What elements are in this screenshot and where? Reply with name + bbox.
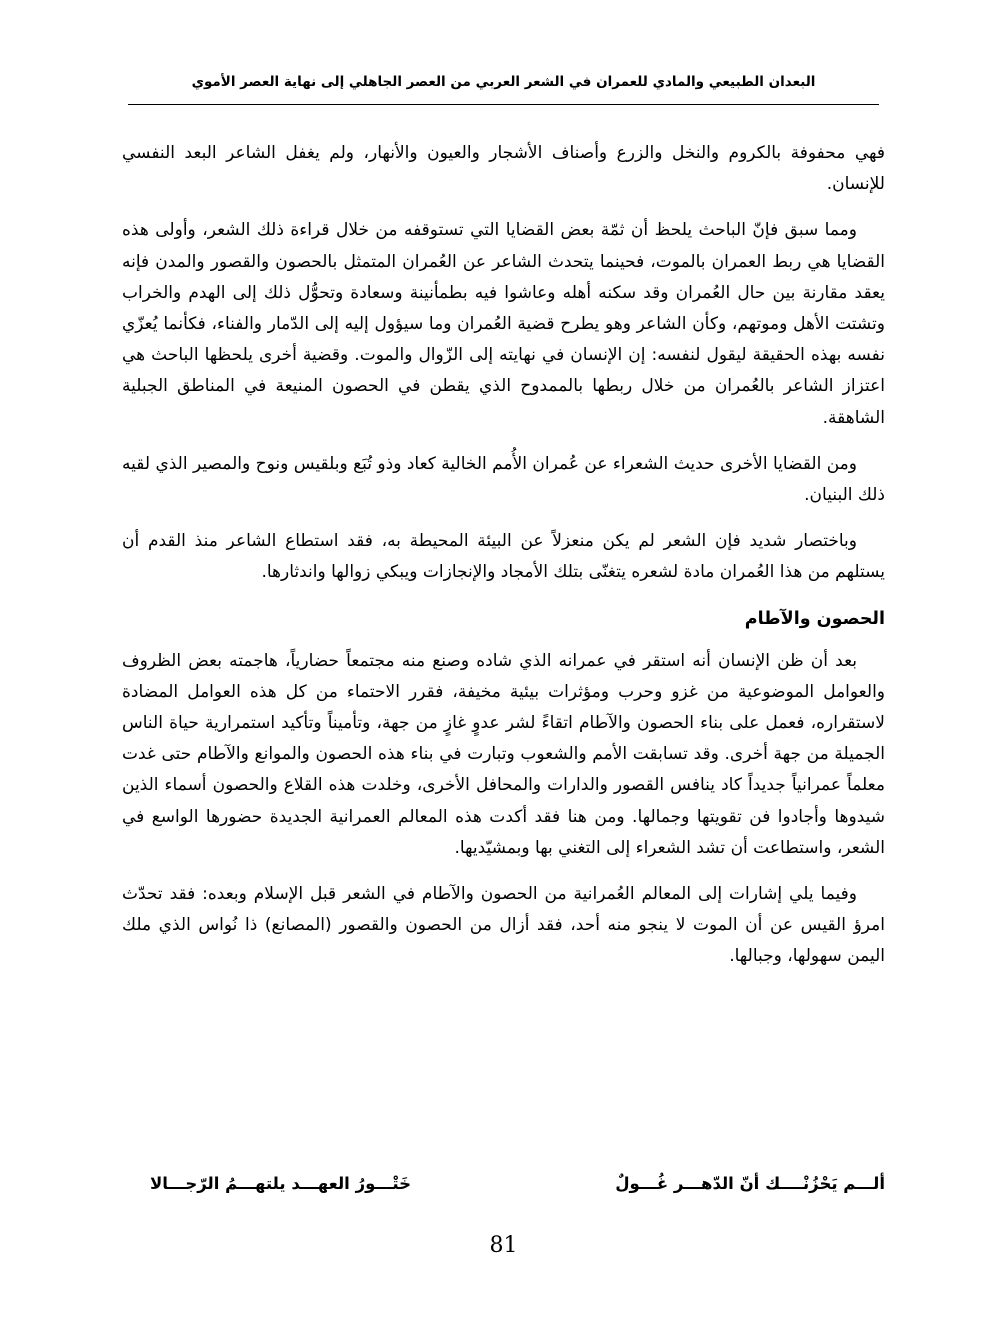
verse-second-hemistich: خَتْـــورُ العهـــد يلتهـــمُ الرّجـــالا	[150, 1174, 411, 1193]
header-rule	[128, 104, 879, 105]
paragraph: وباختصار شديد فإن الشعر لم يكن منعزلاً عن البيئة المحيطة به، فقد استطاع الشاعر منذ القدم أن يستلهم من هذا العُمران مادة لشعره يتغنّى بتلك الأمجاد والإنجازات ويبكي زوالها واندثارها.	[122, 531, 885, 583]
paragraph: بعد أن ظن الإنسان أنه استقر في عمرانه الذي شاده وصنع منه مجتمعاً حضارياً، هاجمته بعض الظروف والعوامل الموضوعية من غزو وحرب ومؤثرات بيئية مخيفة، فقرر الاحتماء من كل هذه العوامل المضادة لاستقراره، فعمل على بناء الحصون والآطام اتقاءً لشر عدوٍ غازٍ من جهة، وتأميناً وتأكيد استمرارية حياة الناس الجميلة من جهة أخرى. وقد تسابقت الأمم والشعوب وتبارت في بناء هذه الحصون والموانع والآطام حتى غدت معلماً عمرانياً جديداً كاد ينافس القصور والدارات والمحافل الأخرى، وخلدت هذه القلاع والحصون أسماء الذين شيدوها وأجادوا فن تقويتها وجمالها. ومن هنا فقد أكدت هذه المعالم العمرانية الجديدة حضورها الواسع في الشعر، واستطاعت أن تشد الشعراء إلى التغني بها وبمشيّديها.	[122, 650, 885, 858]
section-heading: الحصون والآطام	[744, 608, 885, 629]
running-header: البعدان الطبيعي والمادي للعمران في الشعر العربي من العصر الجاهلي إلى نهاية العصر الأموي	[191, 74, 816, 90]
body-text	[122, 138, 885, 988]
paragraph: ومما سبق فإنّ الباحث يلحظ أن ثمّة بعض القضايا التي تستوقفه من خلال قراءة ذلك الشعر، وأولى هذه القضايا هي ربط العمران بالموت، فحينما يتحدث الشاعر عن العُمران المتمثل بالحصون والقصور والمدن فإنه يعقد مقارنة بين حال العُمران وقد سكنه أهله وعاشوا فيه بطمأنينة وسعادة وتحوُّل ذلك إلى الهدم والخراب وتشتت الأهل وموتهم، وكأن الشاعر وهو يطرح قضية العُمران وما سيؤول إليه إلى الدّمار والفناء، فكأنما يُعزّي نفسه بهذه الحقيقة ليقول لنفسه: إن الإنسان في نهايته إلى الزّوال والموت. وقضية أخرى يلحظها الباحث هي اعتزاز الشاعر بالعُمران من خلال ربطها بالممدوح الذي يقطن في الحصون المنيعة في المناطق الجبلية الشاهقة.	[122, 220, 885, 428]
paragraph: ومن القضايا الأخرى حديث الشعراء عن عُمران الأُمم الخالية كعاد وذو تُبَع وبلقيس ونوح والمصير الذي لقيه ذلك البنيان.	[122, 453, 885, 506]
verse-first-hemistich: ألـــم يَحْزُنْــــك أنّ الدّهـــر غُـــولٌ	[615, 1174, 885, 1193]
page-number: 81	[489, 1233, 518, 1258]
paragraph: وفيما يلي إشارات إلى المعالم العُمرانية من الحصون والآطام في الشعر قبل الإسلام وبعده: فقد تحدّث امرؤ القيس عن أن الموت لا ينجو منه أحد، فقد أزال من الحصون والقصور (المصانع) ذا نُواس الذي ملك اليمن سهولها، وجبالها.	[122, 884, 885, 967]
poem-verse	[150, 1168, 885, 1200]
paragraph: فهي محفوفة بالكروم والنخل والزرع وأصناف الأشجار والعيون والأنهار، ولم يغفل الشاعر البعد النفسي للإنسان.	[122, 143, 885, 195]
